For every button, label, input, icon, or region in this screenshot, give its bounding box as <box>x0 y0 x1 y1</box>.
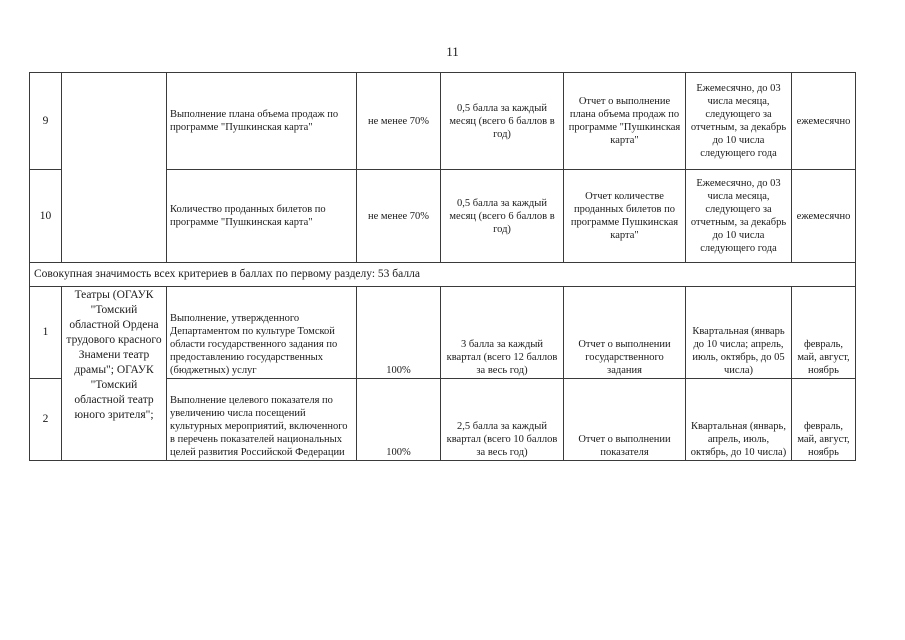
page-number: 11 <box>446 44 459 59</box>
row-number: 2 <box>30 379 62 461</box>
report-cell: Отчет о выполнении показателя <box>564 379 686 461</box>
period-cell: февраль, май, август, ноябрь <box>792 379 856 461</box>
deadline-cell: Ежемесячно, до 03 числа месяца, следующего за отчетным, за декабрь до 10 числа следующего года <box>686 73 792 170</box>
organization-cell-empty <box>62 73 167 263</box>
target-cell: не менее 70% <box>357 170 441 263</box>
row-number: 10 <box>30 170 62 263</box>
target-cell: 100% <box>357 379 441 461</box>
points-cell: 0,5 балла за каждый месяц (всего 6 баллов в год) <box>441 170 564 263</box>
period-cell: ежемесячно <box>792 73 856 170</box>
deadline-cell: Ежемесячно, до 03 числа месяца, следующего за отчетным, за декабрь до 10 числа следующего года <box>686 170 792 263</box>
deadline-cell: Квартальная (январь до 10 числа; апрель, июль, октябрь, до 05 числа) <box>686 287 792 379</box>
report-cell: Отчет количестве проданных билетов по программе Пушкинская карта" <box>564 170 686 263</box>
summary-row <box>30 263 856 287</box>
section-summary: Совокупная значимость всех критериев в баллах по первому разделу: 53 балла <box>30 263 856 287</box>
criterion-cell: Количество проданных билетов по программе "Пушкинская карта" <box>167 170 357 263</box>
target-cell: 100% <box>357 287 441 379</box>
criterion-cell: Выполнение, утвержденного Департаментом по культуре Томской области государственного задания по предоставлению государственных (бюджетных) услуг <box>167 287 357 379</box>
row-number: 1 <box>30 287 62 379</box>
table-row <box>30 73 856 170</box>
criteria-table <box>29 72 856 461</box>
points-cell: 3 балла за каждый квартал (всего 12 баллов за весь год) <box>441 287 564 379</box>
points-cell: 0,5 балла за каждый месяц (всего 6 баллов в год) <box>441 73 564 170</box>
organization-cell: Театры (ОГАУК "Томский областной Ордена трудового красного Знамени театр драмы"; ОГАУК "Томский областной театр юного зрителя"; <box>62 287 167 461</box>
criterion-cell: Выполнение плана объема продаж по программе "Пушкинская карта" <box>167 73 357 170</box>
period-cell: ежемесячно <box>792 170 856 263</box>
points-cell: 2,5 балла за каждый квартал (всего 10 баллов за весь год) <box>441 379 564 461</box>
period-cell: февраль, май, август, ноябрь <box>792 287 856 379</box>
row-number: 9 <box>30 73 62 170</box>
criterion-cell: Выполнение целевого показателя по увеличению числа посещений культурных мероприятий, включенного в перечень показателей национальных целей развития Российской Федерации <box>167 379 357 461</box>
table-row <box>30 287 856 379</box>
report-cell: Отчет о выполнении государственного задания <box>564 287 686 379</box>
deadline-cell: Квартальная (январь, апрель, июль, октябрь, до 10 числа) <box>686 379 792 461</box>
target-cell: не менее 70% <box>357 73 441 170</box>
report-cell: Отчет о выполнение плана объема продаж по программе "Пушкинская карта" <box>564 73 686 170</box>
